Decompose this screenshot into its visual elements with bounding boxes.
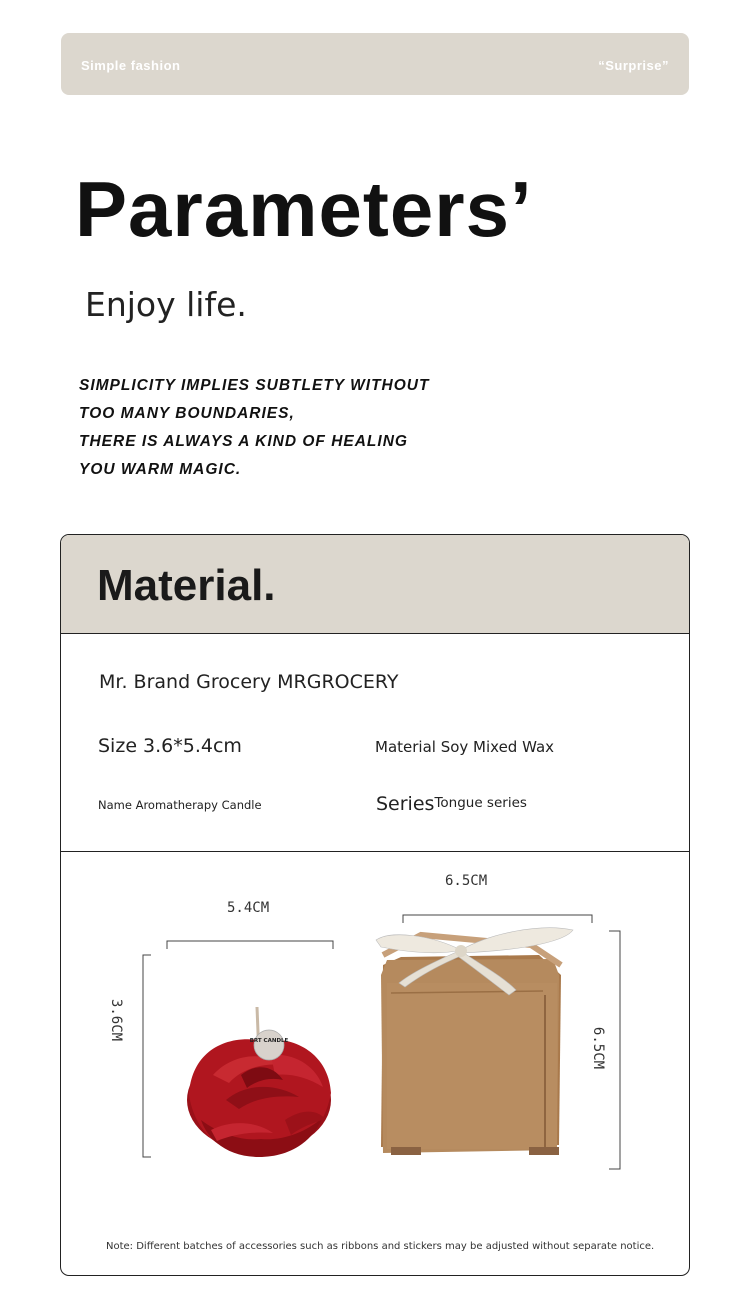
- box-height-dimension-line: [609, 931, 620, 1169]
- page-subtitle: Enjoy life.: [85, 285, 247, 324]
- candle-width-label: 5.4CM: [227, 900, 270, 916]
- box-width-dimension-line: [403, 915, 592, 923]
- rose-candle-illustration: [187, 1007, 331, 1157]
- spec-brand: Mr. Brand Grocery MRGROCERY: [99, 671, 399, 693]
- quote-line: YOU WARM MAGIC.: [79, 461, 242, 478]
- candle-height-label: 3.6CM: [108, 998, 125, 1042]
- spec-size: Size 3.6*5.4cm: [98, 735, 242, 757]
- candle-width-dimension-line: [167, 941, 333, 949]
- spec-series-label: Series: [376, 793, 435, 815]
- quote-block: [79, 372, 429, 484]
- candle-tag-text: BRT CANDLE: [249, 1038, 289, 1044]
- box-width-label: 6.5CM: [445, 873, 488, 889]
- quote-line: TOO MANY BOUNDARIES,: [79, 405, 295, 422]
- footnote: Note: Different batches of accessories such as ribbons and stickers may be adjusted without separate notice.: [106, 1241, 655, 1252]
- spec-series-value: Tongue series: [434, 795, 527, 811]
- top-banner: [61, 33, 689, 95]
- banner-right-text: “Surprise”: [598, 58, 669, 73]
- material-card: [60, 534, 690, 1276]
- box-height-label: 6.5CM: [590, 1026, 607, 1070]
- quote-line: THERE IS ALWAYS A KIND OF HEALING: [79, 433, 408, 450]
- quote-line: SIMPLICITY IMPLIES SUBTLETY WITHOUT: [79, 377, 430, 394]
- page-title: Parameters’: [75, 165, 533, 253]
- banner-left-text: Simple fashion: [81, 58, 181, 73]
- product-illustration: [61, 535, 689, 1275]
- spec-name: Name Aromatherapy Candle: [98, 798, 262, 812]
- spec-material: Material Soy Mixed Wax: [375, 738, 555, 756]
- candle-height-dimension-line: [143, 955, 151, 1157]
- gift-box-illustration: [376, 928, 573, 1155]
- material-title: Material.: [97, 561, 276, 610]
